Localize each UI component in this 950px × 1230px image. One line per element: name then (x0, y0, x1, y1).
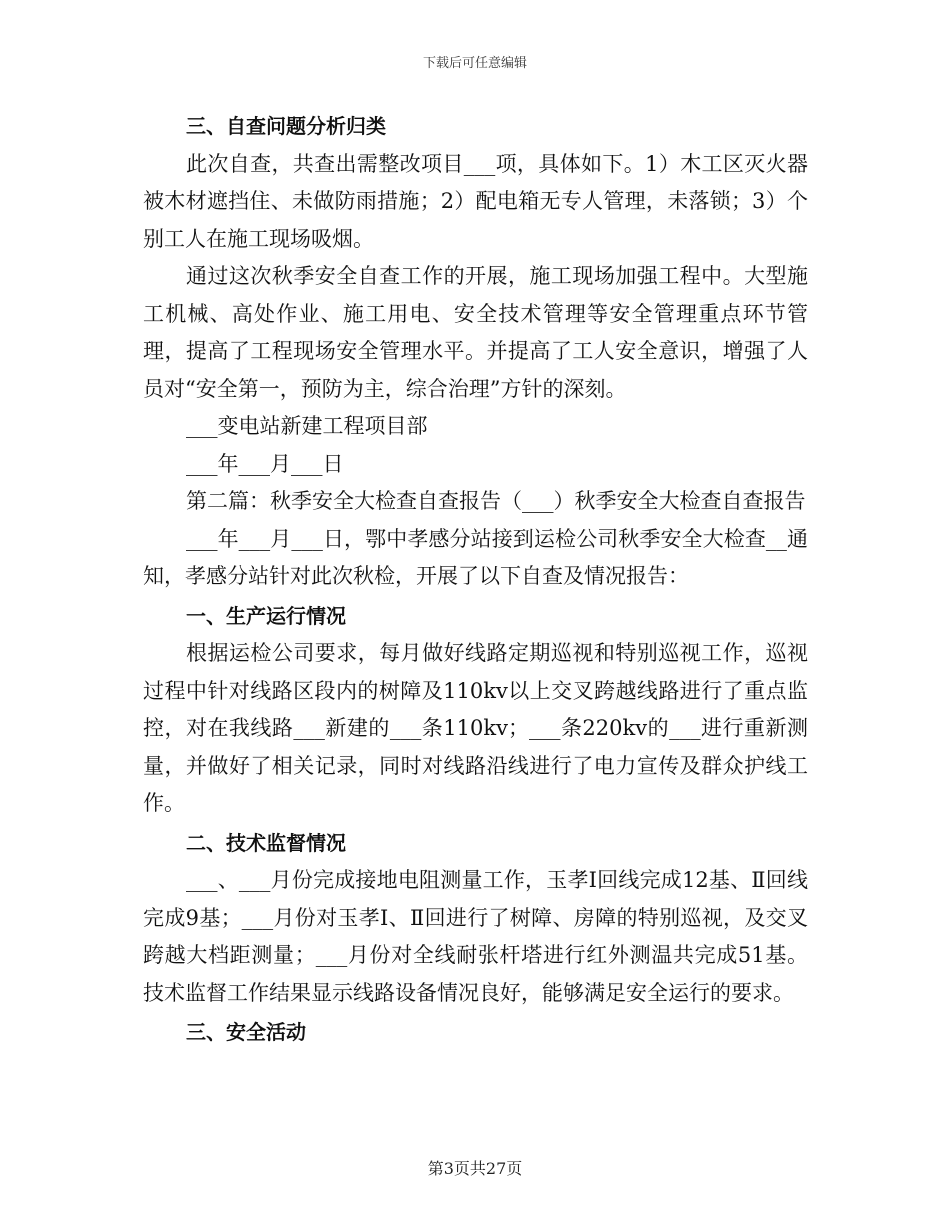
section-heading-safety-activities: 三、安全活动 (186, 1020, 306, 1044)
page-header: 下载后可任意编辑 (422, 56, 527, 71)
section-heading-production: 一、生产运行情况 (186, 603, 346, 628)
section-heading-tech-supervision: 二、技术监督情况 (186, 830, 346, 855)
signature-department: ___变电站新建工程项目部 (186, 414, 428, 438)
body-paragraph: 此次自查，共查出需整改项目___项，具体如下。1）木工区灭火器被木材遮挡住、未做防雨措施；2）配电箱无专人管理，未落锁；3）个别工人在施工现场吸烟。 (143, 151, 808, 251)
body-paragraph: 根据运检公司要求，每月做好线路定期巡视和特别巡视工作，巡视过程中针对线路区段内的树障及110kv以上交叉跨越线路进行了重点监控，对在我线路___新建的___条110kv；___条220kv的___进行重新测量，并做好了相关记录，同时对线路沿线进行了电力宣传及群众护线工作。 (143, 641, 808, 815)
body-paragraph: ___年___月___日，鄂中孝感分站接到运检公司秋季安全大检查__通知，孝感分站针对此次秋检，开展了以下自查及情况报告： (143, 526, 808, 588)
body-paragraph: ___、___月份完成接地电阻测量工作，玉孝Ⅰ回线完成12基、Ⅱ回线完成9基；___月份对玉孝Ⅰ、Ⅱ回进行了树障、房障的特别巡视，及交叉跨越大档距测量；___月份对全线耐张杆塔进行红外测温共完成51基。技术监督工作结果显示线路设备情况良好，能够满足安全运行的要求。 (143, 868, 808, 1005)
chapter-title: 第二篇：秋季安全大检查自查报告（___）秋季安全大检查自查报告 (186, 489, 806, 513)
page-footer: 第3页共27页 (427, 1159, 523, 1178)
section-heading-self-check-analysis: 三、自查问题分析归类 (186, 114, 386, 138)
signature-date: ___年___月___日 (186, 451, 344, 476)
body-paragraph: 通过这次秋季安全自查工作的开展，施工现场加强工程中。大型施工机械、高处作业、施工用电、安全技术管理等安全管理重点环节管理，提高了工程现场安全管理水平。并提高了工人安全意识，增强了人员对“安全第一，预防为主，综合治理”方针的深刻。 (143, 264, 808, 401)
document-body (143, 108, 808, 1052)
